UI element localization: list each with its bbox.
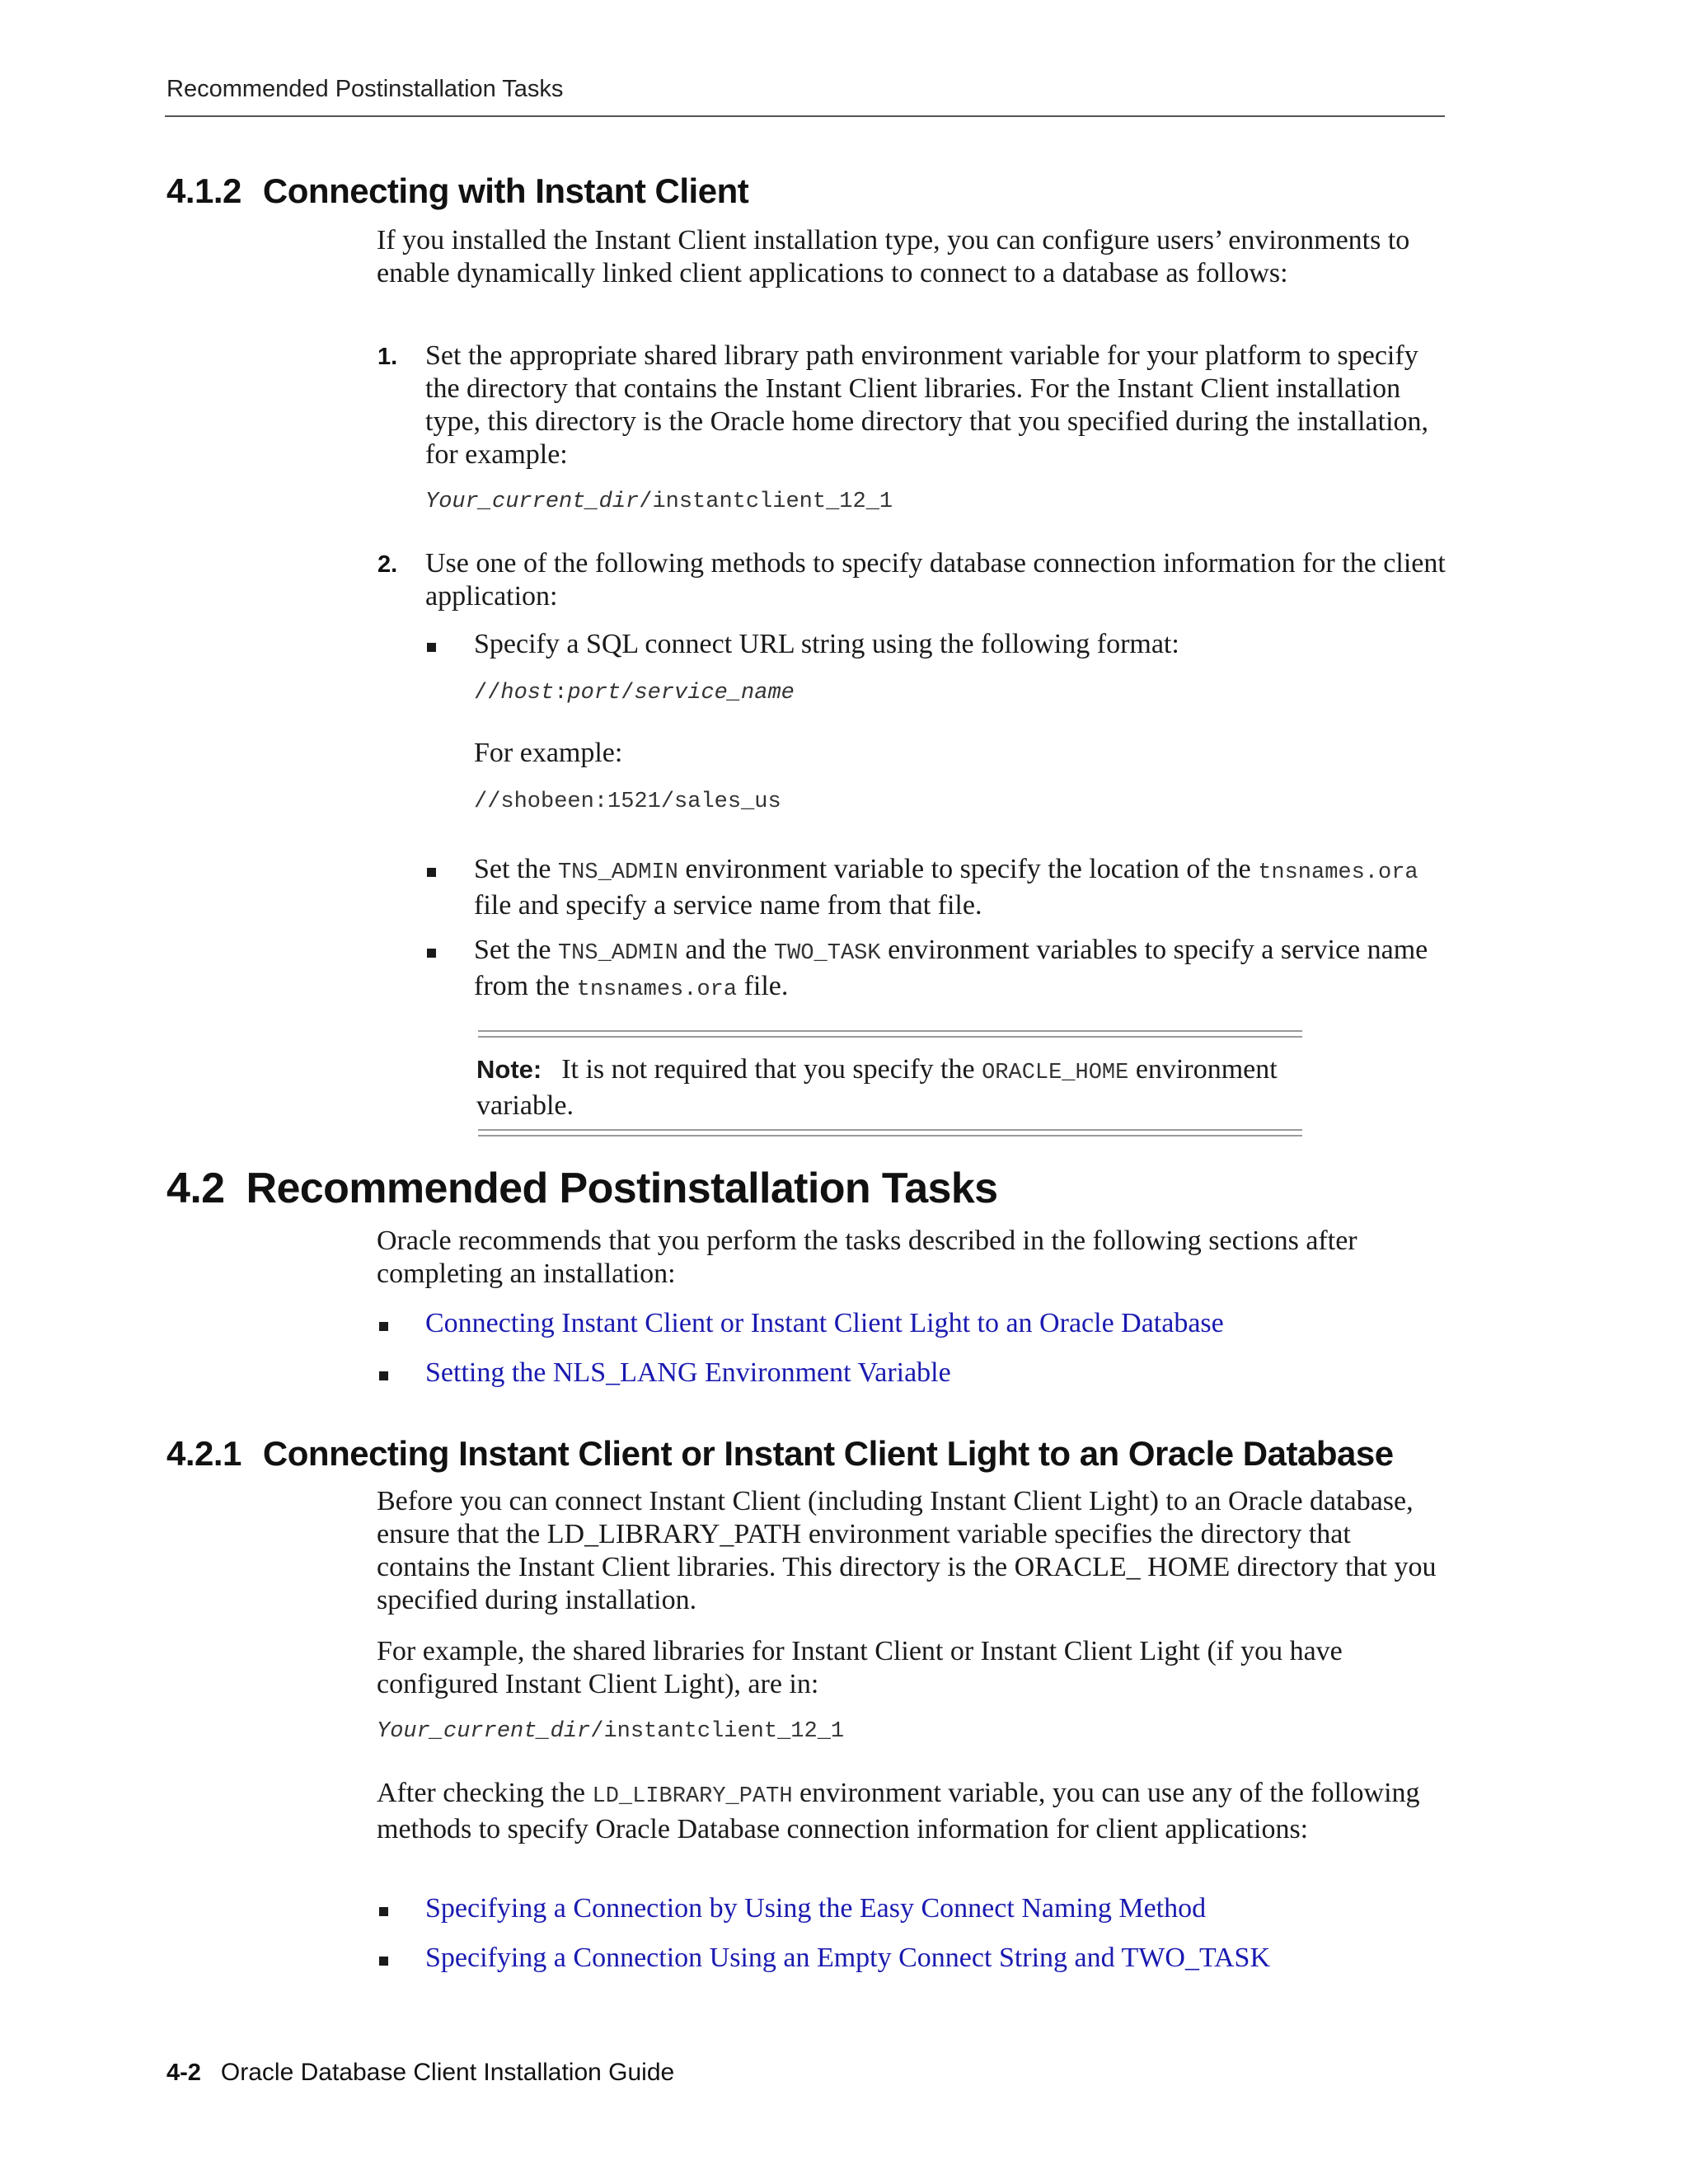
text-part: environment variable to specify the location of the xyxy=(678,854,1259,884)
paragraph: For example, the shared libraries for Instant Client or Instant Client Light (if you have configured Instant Client Light), are in: xyxy=(377,1636,1343,1699)
inline-code: TNS_ADMIN xyxy=(557,860,678,885)
code-line: //shobeen:1521/sales_us xyxy=(474,790,781,814)
bullet-marker xyxy=(379,1322,388,1331)
text-part: and the xyxy=(678,935,774,965)
intro-paragraph: If you installed the Instant Client installation type, you can configure users’ environments to enable dynamically linked client applications to connect to a database as follows: xyxy=(377,225,1410,288)
section-title: Connecting Instant Client or Instant Client Light to an Oracle Database xyxy=(262,1434,1394,1473)
section-number: 4.1.2 xyxy=(166,171,241,210)
bullet-text: Specify a SQL connect URL string using the following format: xyxy=(474,629,1179,659)
for-example-text: For example: xyxy=(474,738,623,768)
code-rest: /instantclient_12_1 xyxy=(590,1719,845,1744)
inline-code: ORACLE_HOME xyxy=(982,1061,1129,1085)
section-heading-4-2-1 xyxy=(166,1434,1394,1474)
section-number: 4.2.1 xyxy=(166,1434,241,1473)
link-connecting-instant-client[interactable]: Connecting Instant Client or Instant Client Light to an Oracle Database xyxy=(425,1308,1224,1338)
text-part: file and specify a service name from that file. xyxy=(474,890,982,921)
text-part: file. xyxy=(737,971,789,1001)
text-part: It is not required that you specify the xyxy=(561,1054,982,1085)
code-part: / xyxy=(621,681,635,705)
step-number: 2. xyxy=(377,551,398,578)
inline-code: TWO_TASK xyxy=(773,941,881,966)
code-line xyxy=(377,1719,844,1744)
section-heading-4-2 xyxy=(166,1164,998,1213)
section-number: 4.2 xyxy=(166,1165,225,1212)
text-part: Set the xyxy=(474,854,558,884)
code-part: : xyxy=(554,681,568,705)
paragraph xyxy=(377,1777,1448,1846)
page-number: 4-2 xyxy=(166,2060,201,2086)
text-part: Set the xyxy=(474,935,558,965)
step-text: Use one of the following methods to specify database connection information for the client application: xyxy=(425,548,1446,612)
section-title: Connecting with Instant Client xyxy=(262,171,749,210)
paragraph: Before you can connect Instant Client (including Instant Client Light) to an Oracle database, ensure that the LD_LIBRARY_PATH environment variable specifies the directory that contains the Instant Client libraries. This directory is the ORACLE_ HOME directory that you specified during installation. xyxy=(377,1486,1437,1615)
text-part: environment variable. xyxy=(476,1054,1278,1121)
note-top-rule xyxy=(478,1030,1302,1038)
text-part: After checking the xyxy=(377,1778,593,1808)
step-text: Set the appropriate shared library path environment variable for your platform to specify the directory that contains the Instant Client libraries. For the Instant Client installation type, this directory is the Oracle home directory that you specified during the installation, for example: xyxy=(425,340,1429,470)
code-italic: Your_current_dir xyxy=(377,1719,591,1744)
link-empty-connect-string[interactable]: Specifying a Connection Using an Empty Connect String and TWO_TASK xyxy=(425,1943,1271,1973)
code-italic: Your_current_dir xyxy=(425,490,640,514)
page-footer xyxy=(166,2059,674,2087)
link-easy-connect[interactable]: Specifying a Connection by Using the Easy Connect Naming Method xyxy=(425,1893,1207,1924)
inline-code: TNS_ADMIN xyxy=(557,941,678,966)
inline-code: tnsnames.ora xyxy=(576,977,738,1002)
note-label: Note: xyxy=(476,1055,542,1084)
inline-code: tnsnames.ora xyxy=(1258,860,1418,885)
text-part: environment variable, you can use any of the following methods to specify Oracle Database connection information for client applications: xyxy=(377,1778,1420,1844)
bullet-marker xyxy=(427,868,436,877)
note-bottom-rule xyxy=(478,1129,1302,1137)
code-rest: /instantclient_12_1 xyxy=(639,490,893,514)
code-part: port xyxy=(567,681,621,705)
section-title: Recommended Postinstallation Tasks xyxy=(246,1165,998,1212)
bullet-marker xyxy=(379,1957,388,1966)
code-part: host xyxy=(500,681,555,705)
bullet-marker xyxy=(427,643,436,652)
step-number: 1. xyxy=(377,344,398,370)
intro-paragraph: Oracle recommends that you perform the tasks described in the following sections after completing an installation: xyxy=(377,1226,1357,1289)
bullet-marker xyxy=(379,1371,388,1380)
text-part: environment variables to specify a service name from the xyxy=(474,935,1428,1001)
section-heading-4-1-2 xyxy=(166,171,748,211)
bullet-text xyxy=(474,934,1447,1006)
code-line xyxy=(474,681,795,705)
bullet-marker xyxy=(427,949,436,958)
code-part: // xyxy=(474,681,501,705)
bullet-marker xyxy=(379,1907,388,1916)
note-box xyxy=(476,1053,1301,1122)
bullet-text xyxy=(474,853,1447,922)
link-nls-lang[interactable]: Setting the NLS_LANG Environment Variable xyxy=(425,1357,951,1388)
running-header: Recommended Postinstallation Tasks xyxy=(166,76,564,102)
code-part: service_name xyxy=(634,681,795,705)
book-title: Oracle Database Client Installation Guide xyxy=(220,2059,675,2086)
code-line xyxy=(425,490,893,514)
inline-code: LD_LIBRARY_PATH xyxy=(592,1784,793,1809)
header-rule xyxy=(165,115,1445,117)
